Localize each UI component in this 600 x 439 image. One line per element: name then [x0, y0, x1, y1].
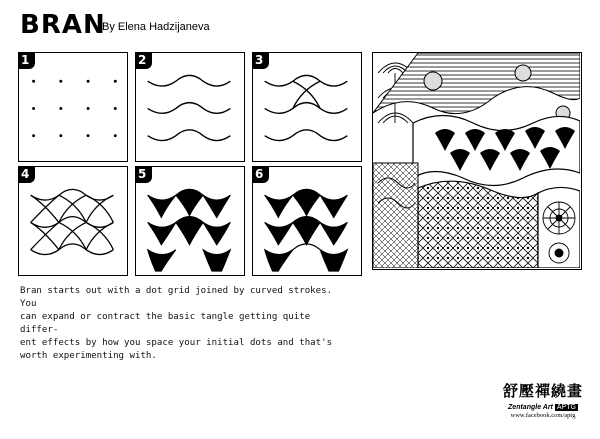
step-6-badge: 6 — [253, 167, 269, 183]
step-3-panel — [252, 52, 362, 162]
step-4-badge: 4 — [19, 167, 35, 183]
logo-tag: APTG — [556, 404, 576, 411]
step-1-badge: 1 — [19, 53, 35, 69]
step-4-panel — [18, 166, 128, 276]
description-line: Bran starts out with a dot grid joined by curved strokes. You — [20, 286, 333, 309]
step-3-badge: 3 — [253, 53, 269, 69]
facebook-link[interactable]: www.facebook.com/aptg — [510, 412, 576, 419]
author-credit: By Elena Hadzijaneva — [102, 21, 210, 33]
step-4-scale-pattern — [19, 167, 126, 274]
description-line: ent effects by how you space your initial dots and that's — [20, 338, 333, 348]
step-1-panel — [18, 52, 128, 162]
step-5-panel — [135, 166, 245, 276]
step-5-badge: 5 — [136, 167, 152, 183]
step-1-dot-grid — [19, 53, 126, 160]
step-2-curved-strokes — [136, 53, 243, 160]
logo-chinese-text: 舒壓禪繞畫 — [502, 382, 583, 400]
step-6-finished-tangle — [253, 167, 360, 274]
step-3-crossing-arcs — [253, 53, 360, 160]
example-tangle-drawing — [373, 53, 580, 268]
brand-logo — [498, 380, 588, 419]
description-text — [20, 285, 340, 363]
step-5-filled-pattern — [136, 167, 243, 274]
description-line: worth experimenting with. — [20, 351, 157, 361]
step-6-panel — [252, 166, 362, 276]
example-tangle-artwork — [372, 52, 582, 270]
page-title: BRAN — [20, 10, 106, 40]
description-line: can expand or contract the basic tangle getting quite differ- — [20, 312, 311, 335]
step-2-badge: 2 — [136, 53, 152, 69]
step-2-panel — [135, 52, 245, 162]
logo-brand: Zentangle Art — [508, 404, 553, 411]
logo-brand-row — [498, 404, 588, 411]
